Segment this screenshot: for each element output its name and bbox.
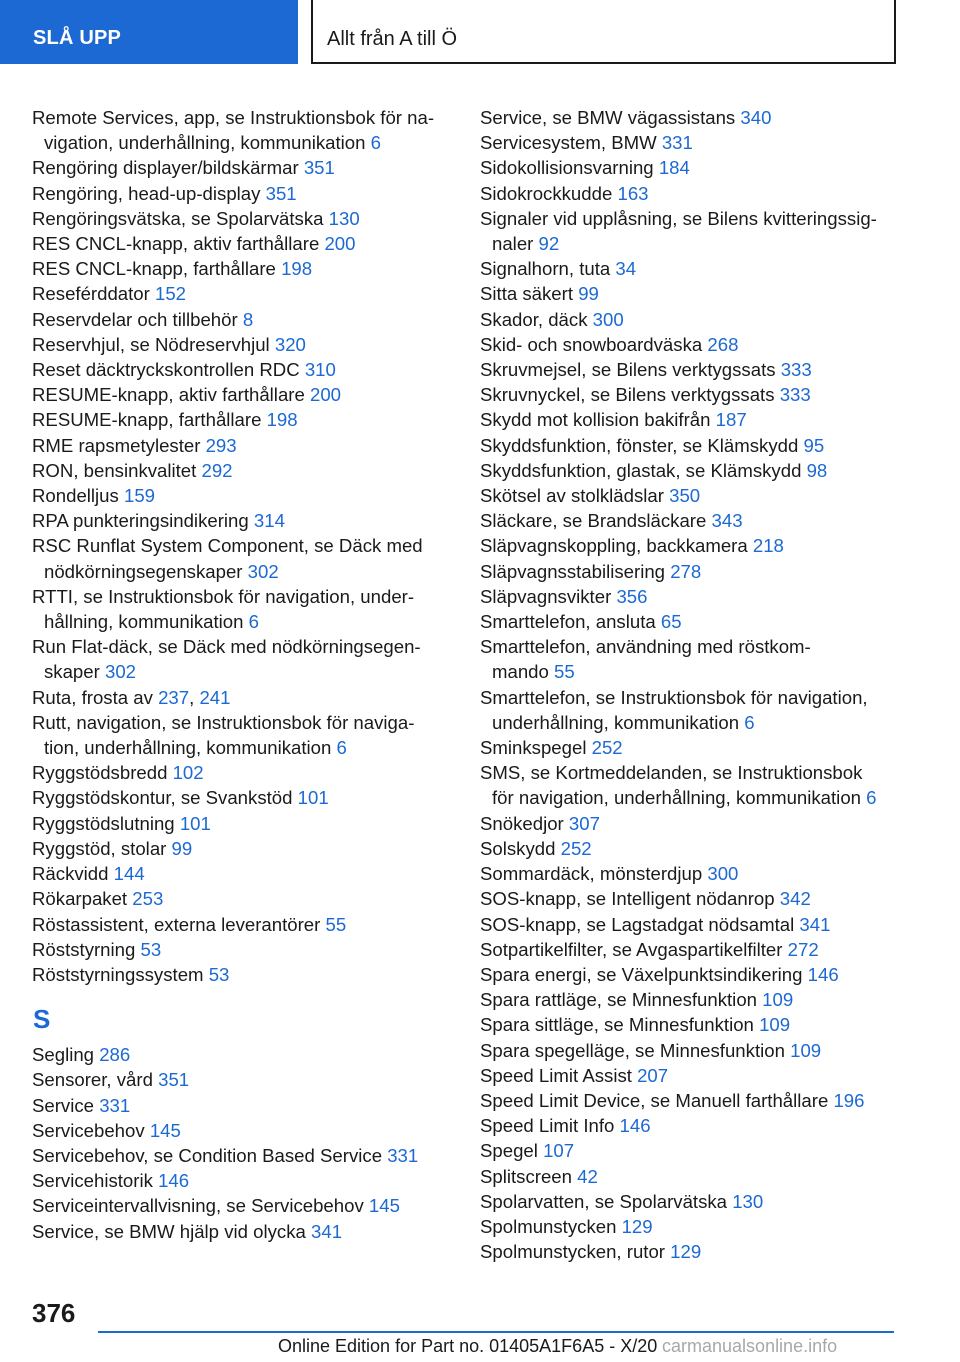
page-reference-link[interactable]: 307 (568, 812, 600, 834)
index-entry-text: Reservhjul, se Nödreservhjul (32, 333, 270, 355)
page-reference-link[interactable]: 333 (779, 384, 811, 406)
index-entry (32, 584, 462, 634)
page-reference-link[interactable]: 109 (790, 1039, 822, 1061)
page-reference-link[interactable]: 300 (707, 863, 739, 885)
index-entry (480, 912, 910, 937)
index-entry (32, 1143, 462, 1168)
page-reference-link[interactable]: 8 (242, 308, 254, 330)
index-entry-text: Servicebehov, se Condition Based Service (32, 1144, 383, 1166)
index-entry-text: Solskydd (480, 837, 556, 859)
index-entry-text: Ryggstöd, stolar (32, 837, 167, 859)
index-entry-text: Segling (32, 1044, 95, 1066)
index-entry-text: Spara spegelläge, se Minnesfunktion (480, 1039, 785, 1061)
page-reference-link[interactable]: 6 (336, 737, 347, 759)
index-entry (480, 609, 910, 634)
index-entry-text: Speed Limit Info (480, 1115, 615, 1137)
page-reference-link[interactable]: 53 (140, 938, 162, 960)
page-reference-link[interactable]: 252 (560, 837, 592, 859)
index-entry (480, 1038, 910, 1063)
page-reference-link[interactable]: 92 (538, 233, 560, 255)
index-entry (480, 1012, 910, 1037)
index-entry (480, 861, 910, 886)
index-entry (480, 256, 910, 281)
page-reference-link[interactable]: 286 (99, 1044, 131, 1066)
index-entry (480, 1189, 910, 1214)
index-column-right (480, 105, 910, 1264)
index-column-left (32, 105, 462, 1244)
index-entry (480, 181, 910, 206)
index-entry (32, 382, 462, 407)
index-entry-text: Smarttelefon, ansluta (480, 611, 656, 633)
index-entry-text: Skyddsfunktion, glastak, se Klämskydd (480, 459, 802, 481)
index-entry-text: Ruta, frosta av (32, 686, 153, 708)
page-reference-link[interactable]: 145 (149, 1119, 181, 1141)
index-entry-text: vigation, underhållning, kommunikation (44, 132, 366, 154)
index-entry-text: Röststyrning (32, 938, 136, 960)
index-entry (480, 105, 910, 130)
page-reference-link[interactable]: 6 (370, 132, 381, 154)
page-reference-link[interactable]: 351 (265, 182, 297, 204)
page-reference-link[interactable]: 241 (199, 686, 231, 708)
index-entry (480, 433, 910, 458)
index-entry-text: Smarttelefon, användning med röstkom- (480, 636, 811, 658)
page-reference-link[interactable]: 145 (368, 1195, 400, 1217)
index-entry (32, 483, 462, 508)
index-entry-text: Serviceintervallvisning, se Servicebehov (32, 1195, 364, 1217)
index-entry (32, 1193, 462, 1218)
page-reference-link[interactable]: 146 (158, 1170, 190, 1192)
page-reference-link[interactable]: 314 (253, 510, 285, 532)
index-entry (32, 912, 462, 937)
page-reference-link[interactable]: 207 (637, 1064, 669, 1086)
index-entry-text: Reservdelar och tillbehör (32, 308, 238, 330)
page-reference-link[interactable]: 200 (324, 233, 356, 255)
index-entry-text: Run Flat-däck, se Däck med nödkörningsegen- (32, 636, 421, 658)
index-entry (32, 937, 462, 962)
index-entry-text: Släckare, se Brandsläckare (480, 510, 707, 532)
index-entry-text: Släpvagnsvikter (480, 585, 612, 607)
index-entry (480, 886, 910, 911)
index-entry (480, 811, 910, 836)
index-entry-text: Service, se BMW hjälp vid olycka (32, 1220, 306, 1242)
index-entry (32, 685, 462, 710)
index-entry (480, 760, 910, 810)
index-entry (480, 1063, 910, 1088)
index-entry (32, 1067, 462, 1092)
page-reference-link[interactable]: 146 (807, 963, 839, 985)
index-entry-text: Reseférddator (32, 283, 150, 305)
index-entry-text: Spara energi, se Växelpunktsindikering (480, 963, 803, 985)
index-entry (480, 307, 910, 332)
index-entry (32, 433, 462, 458)
index-entry (32, 332, 462, 357)
index-entry-text: Sidokollisionsvarning (480, 157, 654, 179)
index-entry-text: Spolmunstycken, rutor (480, 1241, 665, 1263)
index-entry (480, 634, 910, 684)
index-entry-text: nödkörningsegenskaper (44, 560, 243, 582)
index-entry (480, 1239, 910, 1264)
page-reference-link[interactable]: 320 (274, 333, 306, 355)
index-entry (480, 155, 910, 180)
index-entry (32, 155, 462, 180)
page-reference-link[interactable]: 42 (577, 1165, 598, 1187)
index-entry-text: Rökarpaket (32, 888, 128, 910)
index-entry-text: Sommardäck, mönsterdjup (480, 863, 703, 885)
index-entry-text: Service (32, 1094, 95, 1116)
page-reference-link[interactable]: 252 (591, 737, 623, 759)
index-entry-text: Släpvagnsstabilisering (480, 560, 666, 582)
page-reference-link[interactable]: 65 (660, 611, 682, 633)
page-reference-link[interactable]: 6 (744, 711, 755, 733)
index-entry (480, 357, 910, 382)
index-entry (480, 937, 910, 962)
index-entry (32, 533, 462, 583)
index-entry (480, 458, 910, 483)
page-reference-link[interactable]: 300 (592, 308, 624, 330)
index-entry-text: RES CNCL-knapp, aktiv farthållare (32, 233, 320, 255)
index-entry (32, 508, 462, 533)
page-reference-link[interactable]: 34 (615, 258, 637, 280)
index-entry-text: Räckvidd (32, 863, 109, 885)
index-entry-text: Ryggstödslutning (32, 812, 175, 834)
index-entry (32, 1093, 462, 1118)
index-entry-text: Sminkspegel (480, 737, 587, 759)
index-entry (480, 735, 910, 760)
index-entry-text: för navigation, underhållning, kommunikation (492, 787, 861, 809)
page-reference-link[interactable]: 268 (707, 333, 739, 355)
index-entry-text: Spolmunstycken (480, 1215, 617, 1237)
index-entry-text: Sotpartikelfilter, se Avgaspartikelfilter (480, 938, 783, 960)
page-reference-link[interactable]: 302 (104, 661, 137, 683)
index-entry-text: SMS, se Kortmeddelanden, se Instruktionsbok (480, 762, 863, 784)
index-entry (32, 231, 462, 256)
index-entry-text: RESUME-knapp, farthållare (32, 409, 262, 431)
index-entry (32, 861, 462, 886)
index-entry-text: Service, se BMW vägassistans (480, 107, 736, 128)
index-entry (32, 458, 462, 483)
index-entry (32, 634, 462, 684)
page-reference-link[interactable]: 99 (171, 837, 193, 859)
index-entry-text: Spara rattläge, se Minnesfunktion (480, 989, 757, 1011)
page-reference-link[interactable]: 101 (179, 812, 211, 834)
index-entry-text: RESUME-knapp, aktiv farthållare (32, 384, 305, 406)
section-tab[interactable]: SLÅ UPP (0, 0, 298, 64)
index-entry-text: RES CNCL-knapp, farthållare (32, 258, 276, 280)
index-entry-text: Skötsel av stolklädslar (480, 485, 664, 507)
index-entry-text: underhållning, kommunikation (492, 711, 740, 733)
index-entry-text: Servicehistorik (32, 1170, 153, 1192)
page-reference-link[interactable]: 331 (387, 1144, 419, 1166)
page-reference-link[interactable]: 163 (617, 182, 649, 204)
index-entry (480, 483, 910, 508)
index-entry (480, 1214, 910, 1239)
index-entry (480, 206, 910, 256)
page-reference-link[interactable]: 130 (328, 207, 360, 229)
page-reference-link[interactable]: 331 (661, 132, 693, 154)
page-reference-link[interactable]: 55 (325, 913, 347, 935)
index-entry-text: Reset däcktryckskontrollen RDC (32, 359, 300, 381)
page-reference-link[interactable]: 107 (543, 1140, 575, 1162)
index-entry (32, 105, 462, 155)
page-reference-link[interactable]: 55 (554, 661, 575, 683)
page-reference-link[interactable]: 237 (158, 686, 190, 708)
page-number: 376 (32, 1298, 76, 1328)
page-reference-link[interactable]: 218 (752, 535, 784, 557)
page-reference-link[interactable]: 101 (297, 787, 329, 809)
page-reference-link[interactable]: 342 (779, 888, 811, 910)
chapter-title: Allt från A till Ö (311, 0, 896, 64)
page-reference-link[interactable]: 53 (208, 963, 230, 985)
footer-edition: Online Edition for Part no. 01405A1F6A5 - X/20 (278, 1336, 658, 1356)
index-entry-text: Spegel (480, 1140, 538, 1162)
footer-divider (98, 1331, 894, 1333)
index-entry-text: Signaler vid upplåsning, se Bilens kvitteringssig- (480, 207, 877, 229)
index-entry (480, 685, 910, 735)
page-reference-link[interactable]: 351 (158, 1069, 190, 1091)
page-reference-link[interactable]: 343 (711, 510, 743, 532)
page-reference-link[interactable]: 293 (205, 434, 237, 456)
page-reference-link[interactable]: 198 (281, 258, 313, 280)
page-reference-link[interactable]: 302 (247, 560, 279, 582)
index-entry-text: Spara sittläge, se Minnesfunktion (480, 1014, 754, 1036)
index-entry-text: Splitscreen (480, 1165, 572, 1187)
page-reference-link[interactable]: 200 (310, 384, 342, 406)
index-entry (32, 256, 462, 281)
page-reference-link[interactable]: 6 (866, 787, 877, 809)
index-entry-text: Servicebehov (32, 1119, 145, 1141)
page-reference-link[interactable]: 331 (99, 1094, 131, 1116)
index-entry (480, 1088, 910, 1113)
page-reference-link[interactable]: 350 (669, 485, 701, 507)
page-reference-link[interactable]: 129 (670, 1241, 702, 1263)
index-entry (32, 785, 462, 810)
index-entry-text: Släpvagnskoppling, backkamera (480, 535, 748, 557)
index-entry-text: Röststyrningssystem (32, 963, 204, 985)
index-entry-text: RTTI, se Instruktionsbok för navigation, under- (32, 585, 415, 607)
index-entry (32, 206, 462, 231)
index-entry (480, 533, 910, 558)
index-entry-text: RSC Runflat System Component, se Däck med (32, 535, 423, 557)
index-entry-text: Ryggstödskontur, se Svankstöd (32, 787, 293, 809)
index-entry (480, 1113, 910, 1138)
page-reference-link[interactable]: 152 (155, 283, 187, 305)
index-entry (480, 1164, 910, 1189)
index-entry (32, 407, 462, 432)
index-entry-text: Servicesystem, BMW (480, 132, 657, 154)
index-entry (32, 357, 462, 382)
index-entry-text: SOS-knapp, se Lagstadgat nödsamtal (480, 913, 795, 935)
index-entry (480, 382, 910, 407)
index-entry (32, 886, 462, 911)
index-entry-text: SOS-knapp, se Intelligent nödanrop (480, 888, 775, 910)
index-entry (32, 1042, 462, 1067)
page-reference-link[interactable]: 98 (806, 459, 828, 481)
index-entry-text: hållning, kommunikation (44, 611, 244, 633)
page-reference-link[interactable]: 278 (670, 560, 702, 582)
index-entry-text: Spolarvatten, se Spolarvätska (480, 1190, 728, 1212)
index-entry-text: Rengöring displayer/bildskärmar (32, 157, 299, 179)
index-entry (480, 332, 910, 357)
index-entry-text: Ryggstödsbredd (32, 762, 168, 784)
index-entry (32, 962, 462, 987)
page-reference-link[interactable]: 351 (303, 157, 335, 179)
index-entry-text: tion, underhållning, kommunikation (44, 737, 332, 759)
index-entry-text: Remote Services, app, se Instruktionsbok för na- (32, 107, 435, 128)
index-entry-text: Rutt, navigation, se Instruktionsbok för naviga- (32, 711, 415, 733)
index-entry (480, 508, 910, 533)
index-entry (480, 407, 910, 432)
index-entry (480, 130, 910, 155)
index-letter-heading: S (33, 1004, 51, 1035)
page-reference-link[interactable]: 109 (759, 1014, 791, 1036)
page-reference-link[interactable]: 159 (124, 485, 156, 507)
index-entry-text: Sidokrockkudde (480, 182, 613, 204)
page-reference-link[interactable]: 102 (172, 762, 204, 784)
index-entry-text: Rondelljus (32, 485, 119, 507)
page-reference-link[interactable]: 109 (762, 989, 794, 1011)
page-reference-link[interactable]: 356 (616, 585, 648, 607)
page-reference-link[interactable]: 196 (833, 1089, 865, 1111)
index-entry-text: Röstassistent, externa leverantörer (32, 913, 321, 935)
page-reference-link[interactable]: 341 (311, 1220, 343, 1242)
index-entry (32, 1118, 462, 1143)
page-reference-link[interactable]: 272 (787, 938, 819, 960)
index-entry-text: naler (492, 233, 534, 255)
index-entry (480, 962, 910, 987)
index-entry-text: mando (492, 661, 549, 683)
page-reference-link[interactable]: 129 (621, 1215, 653, 1237)
page-reference-link[interactable]: 253 (132, 888, 164, 910)
index-entry-text: Smarttelefon, se Instruktionsbok för navigation, (480, 686, 868, 708)
index-entry (480, 836, 910, 861)
page-reference-link[interactable]: 130 (732, 1190, 764, 1212)
index-entry-text: skaper (44, 661, 100, 683)
watermark-text: carmanualsonline.info (662, 1336, 838, 1356)
index-entry-text: Snökedjor (480, 812, 564, 834)
index-entry-text: Skyddsfunktion, fönster, se Klämskydd (480, 434, 799, 456)
index-entry (480, 584, 910, 609)
page-reference-link[interactable]: 144 (113, 863, 145, 885)
page-separator: , (189, 686, 195, 708)
page-reference-link[interactable]: 184 (658, 157, 690, 179)
index-entry (480, 559, 910, 584)
index-entry (32, 1168, 462, 1193)
index-entry (480, 987, 910, 1012)
page-reference-link[interactable]: 310 (304, 359, 336, 381)
index-entry (32, 281, 462, 306)
index-entry-text: Rengöring, head-up-display (32, 182, 261, 204)
index-entry (32, 307, 462, 332)
index-entry-text: Speed Limit Device, se Manuell farthållare (480, 1089, 829, 1111)
index-entry-text: Skador, däck (480, 308, 588, 330)
index-entry-text: Skruvnyckel, se Bilens verktygssats (480, 384, 775, 406)
index-entry-text: Skid- och snowboardväska (480, 333, 703, 355)
page-reference-link[interactable]: 187 (715, 409, 747, 431)
index-entry-text: Signalhorn, tuta (480, 258, 611, 280)
page-reference-link[interactable]: 146 (619, 1115, 651, 1137)
page-reference-link[interactable]: 341 (799, 913, 831, 935)
index-entry-text: RON, bensinkvalitet (32, 459, 197, 481)
index-entry (32, 1219, 462, 1244)
page-reference-link[interactable]: 99 (578, 283, 599, 305)
index-entry (32, 181, 462, 206)
index-entry-text: Rengöringsvätska, se Spolarvätska (32, 207, 324, 229)
page-reference-link[interactable]: 292 (201, 459, 233, 481)
index-entry-text: Skydd mot kollision bakifrån (480, 409, 711, 431)
index-entry (480, 1138, 910, 1163)
index-entry-text: Sensorer, vård (32, 1069, 153, 1091)
index-entry (32, 811, 462, 836)
page-reference-link[interactable]: 340 (740, 107, 772, 128)
index-entry (32, 760, 462, 785)
index-entry-text: Speed Limit Assist (480, 1064, 632, 1086)
page-reference-link[interactable]: 333 (780, 359, 812, 381)
index-entry-text: RPA punkteringsindikering (32, 510, 249, 532)
index-entry-text: RME rapsmetylester (32, 434, 201, 456)
index-entry (32, 836, 462, 861)
page-reference-link[interactable]: 198 (266, 409, 298, 431)
index-entry-text: Skruvmejsel, se Bilens verktygssats (480, 359, 776, 381)
index-entry (480, 281, 910, 306)
page-reference-link[interactable]: 95 (803, 434, 825, 456)
page-reference-link[interactable]: 6 (248, 611, 259, 633)
index-entry-text: Sitta säkert (480, 283, 574, 305)
index-entry (32, 710, 462, 760)
